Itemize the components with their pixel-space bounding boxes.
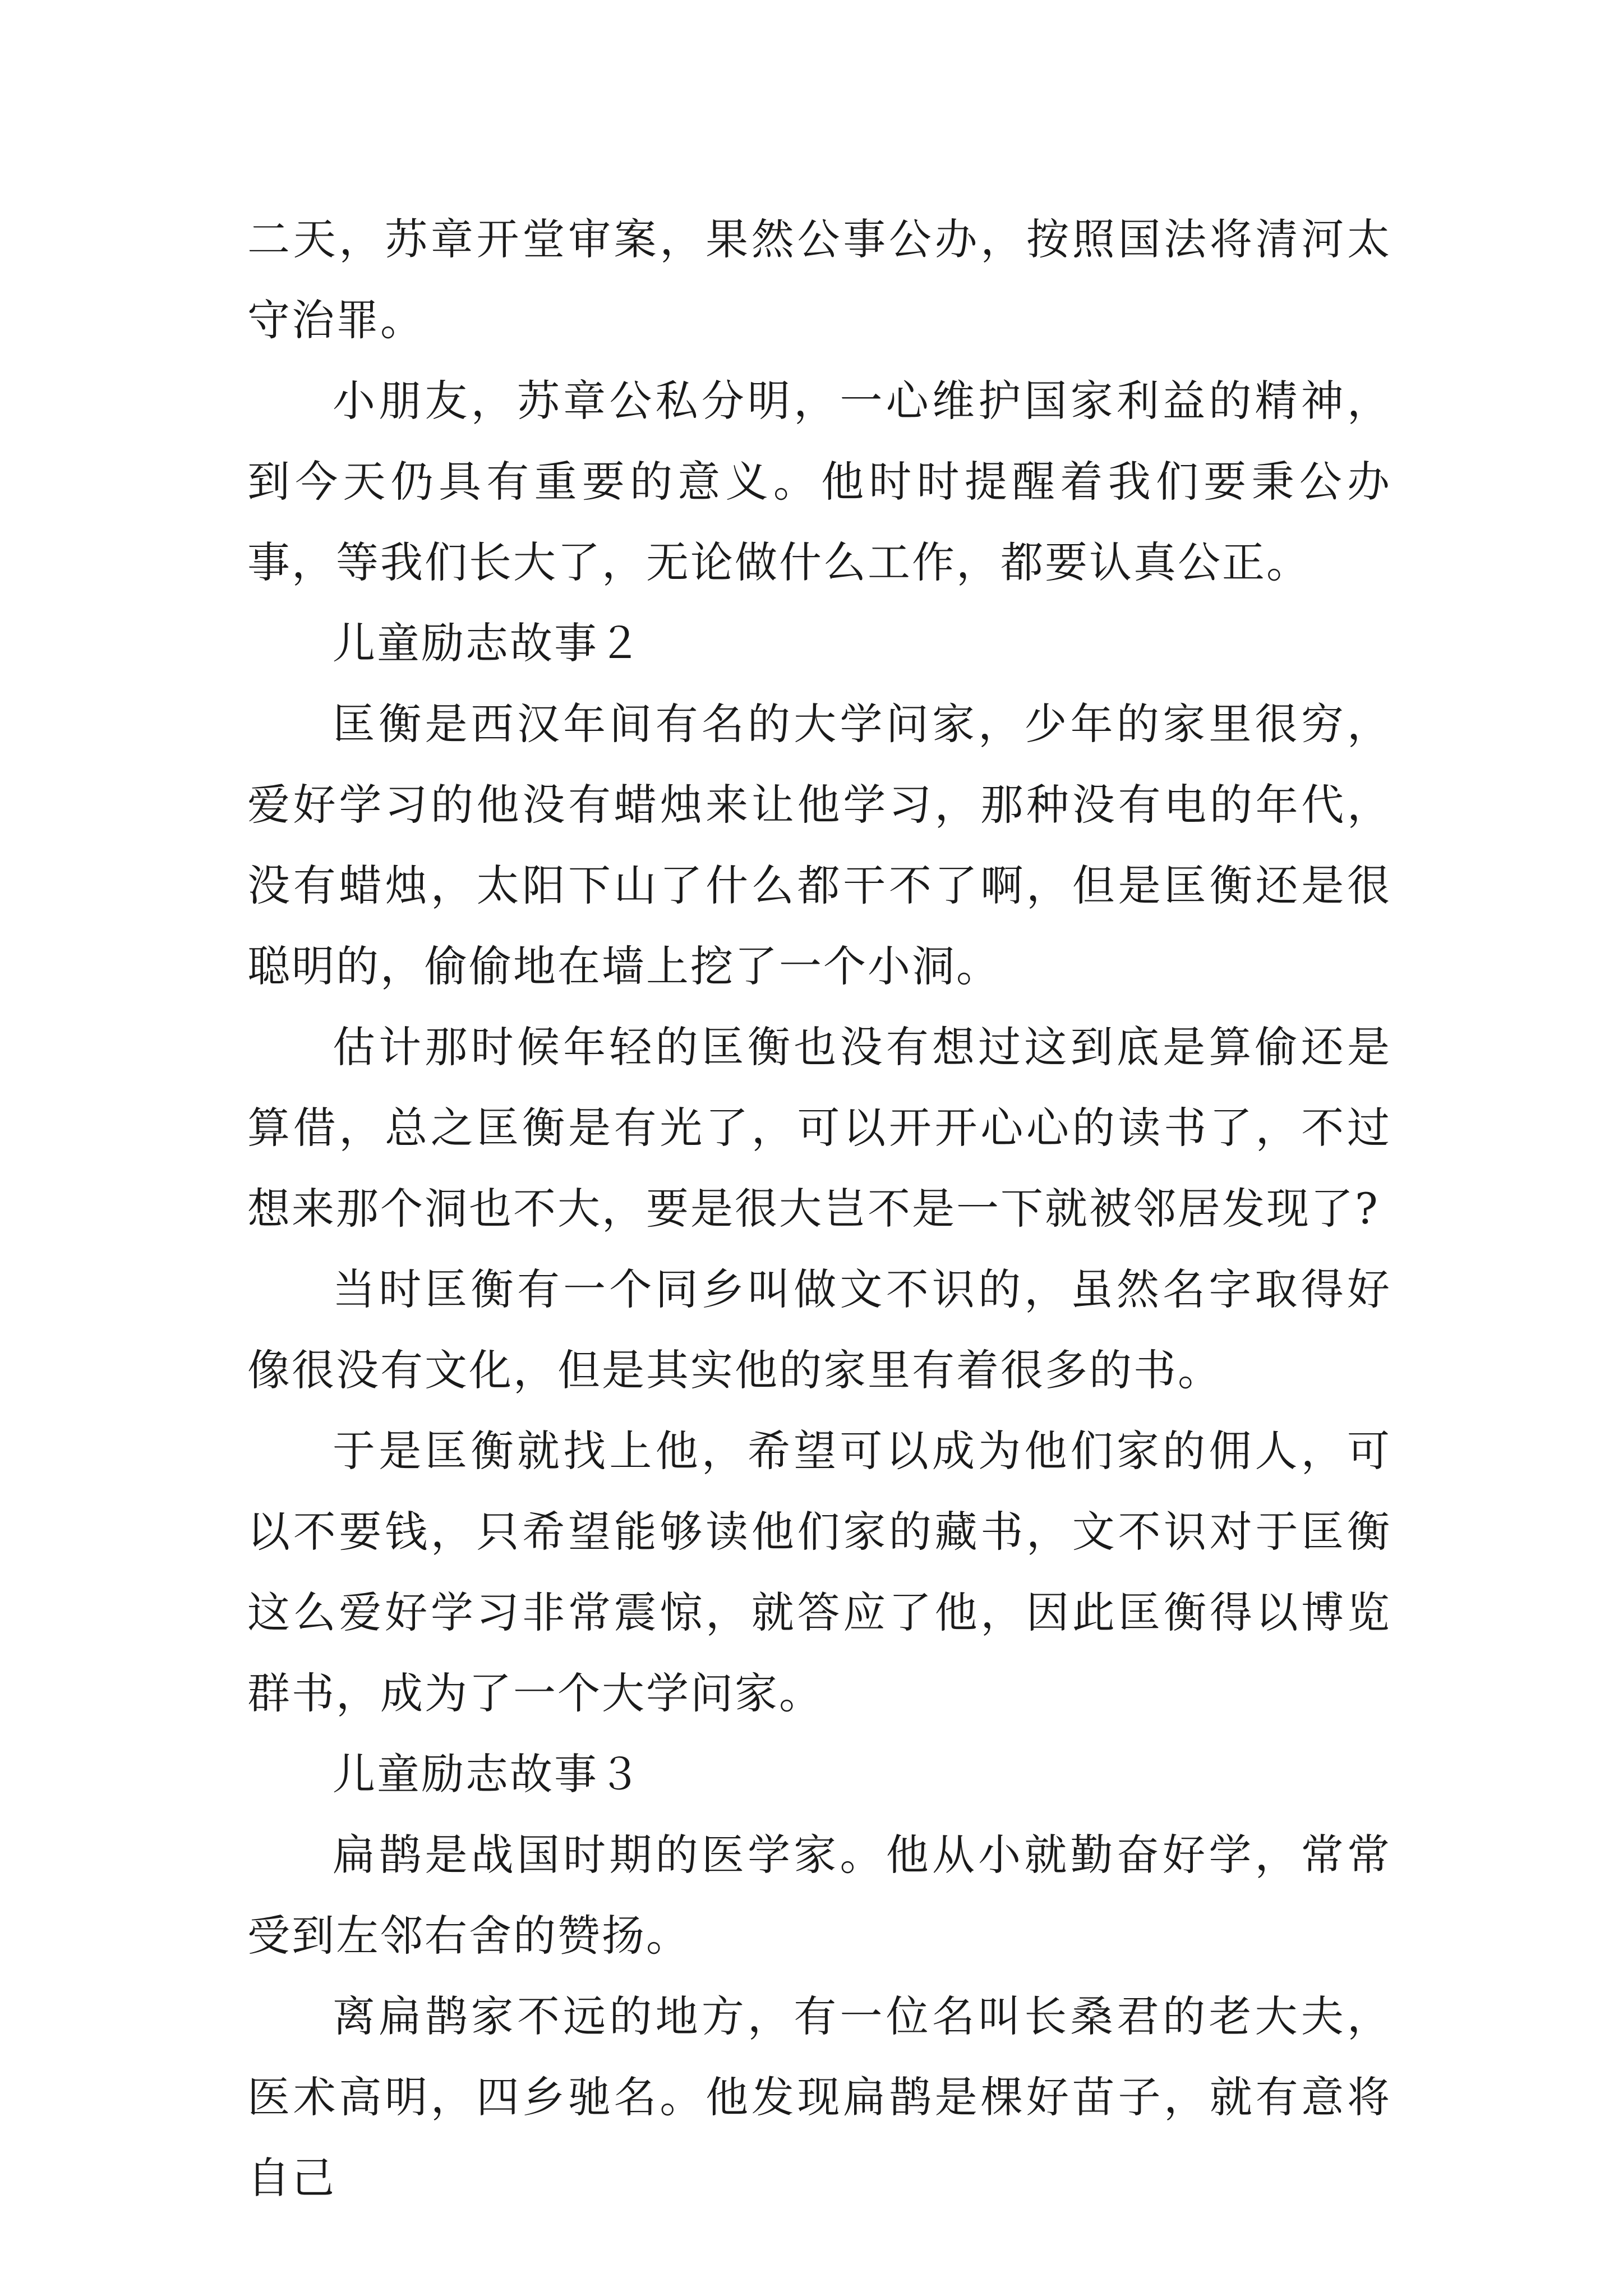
paragraph: 匡衡是西汉年间有名的大学问家，少年的家里很穷，爱好学习的他没有蜡烛来让他学习，那种没有电的年代，没有蜡烛，太阳下山了什么都干不了啊，但是匡衡还是很聪明的，偷偷地在墙上挖了一个小洞。 (247, 699, 1391, 991)
section-heading: 儿童励志故事２ (333, 618, 643, 668)
document-body (247, 199, 1391, 2219)
paragraph: 于是匡衡就找上他，希望可以成为他们家的佣人，可以不要钱，只希望能够读他们家的藏书，文不识对于匡衡这么爱好学习非常震惊，就答应了他，因此匡衡得以博览群书，成为了一个大学问家。 (247, 1426, 1391, 1718)
paragraph: 当时匡衡有一个同乡叫做文不识的，虽然名字取得好像很没有文化，但是其实他的家里有着很多的书。 (247, 1264, 1391, 1395)
section-heading: 儿童励志故事３ (333, 1749, 643, 1799)
paragraph: 扁鹊是战国时期的医学家。他从小就勤奋好学，常常受到左邻右舍的赞扬。 (247, 1830, 1391, 1961)
paragraph: 二天，苏章开堂审案，果然公事公办，按照国法将清河太守治罪。 (247, 214, 1391, 345)
paragraph: 估计那时候年轻的匡衡也没有想过这到底是算偷还是算借，总之匡衡是有光了，可以开开心心的读书了，不过想来那个洞也不大，要是很大岂不是一下就被邻居发现了? (247, 1022, 1391, 1234)
paragraph: 小朋友，苏章公私分明，一心维护国家利益的精神，到今天仍具有重要的意义。他时时提醒着我们要秉公办事，等我们长大了，无论做什么工作，都要认真公正。 (247, 376, 1391, 587)
paragraph: 离扁鹊家不远的地方，有一位名叫长桑君的老大夫，医术高明，四乡驰名。他发现扁鹊是棵好苗子，就有意将自己 (247, 1991, 1391, 2203)
